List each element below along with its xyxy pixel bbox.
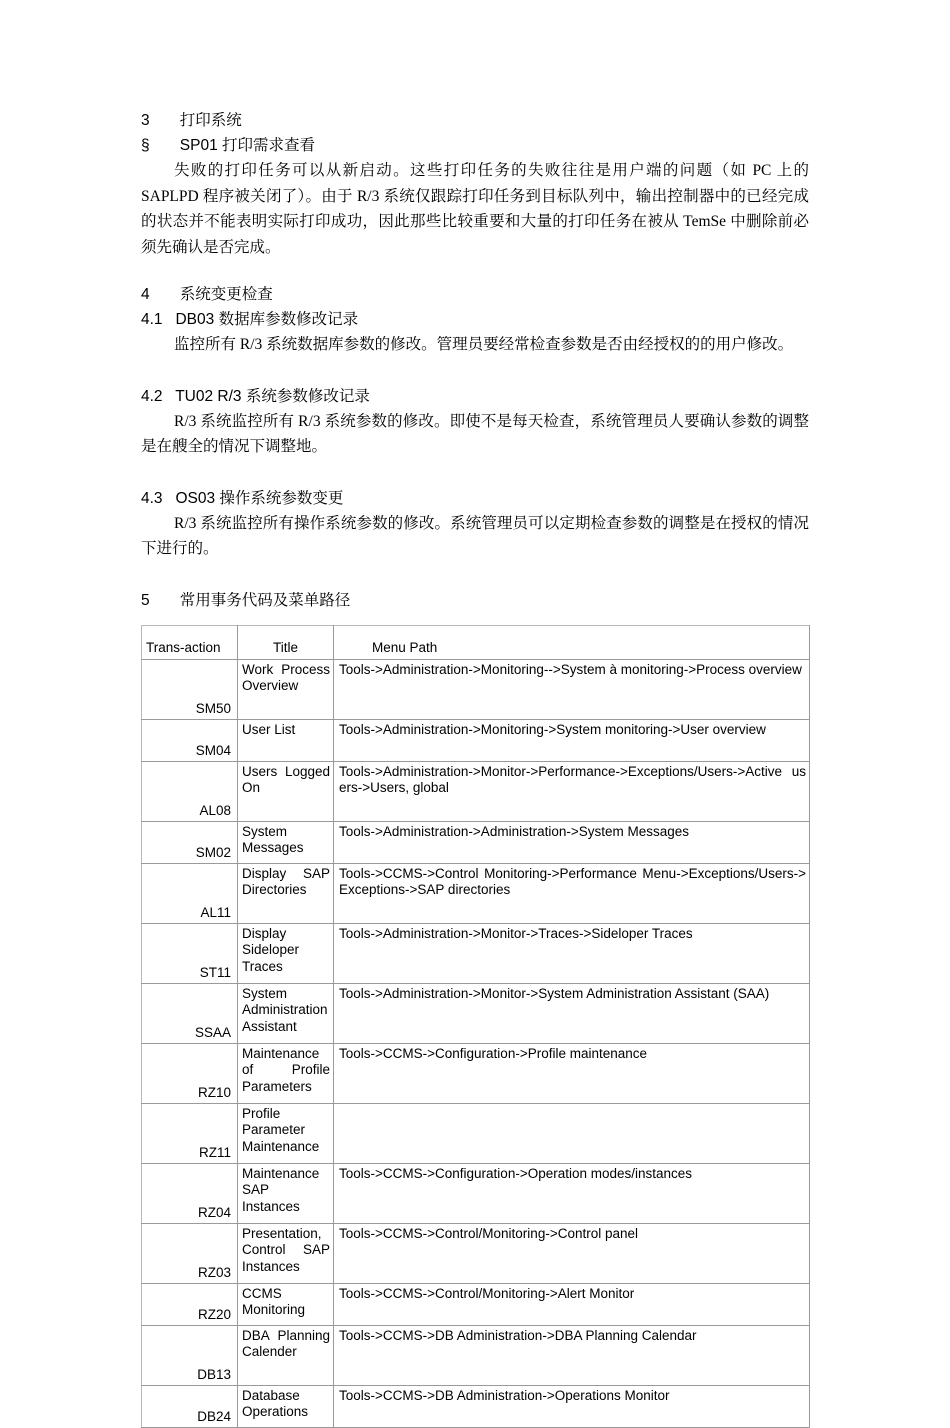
cell-transaction-code: SM50 <box>142 659 238 719</box>
header-transaction: Trans-action <box>142 625 238 659</box>
cell-menu-path: Tools->CCMS->Control/Monitoring->Alert Monitor <box>334 1283 810 1325</box>
cell-title: Presentation, Control SAP Instances <box>238 1223 334 1283</box>
cell-title: User List <box>238 719 334 761</box>
cell-title: Profile Parameter Maintenance <box>238 1103 334 1163</box>
cell-title: Database Operations <box>238 1385 334 1427</box>
cell-transaction-code: SM02 <box>142 821 238 863</box>
heading-4-3-title: OS03 操作系统参数变更 <box>175 489 344 507</box>
table-row <box>142 983 810 1043</box>
heading-4-number: 4 <box>141 286 150 303</box>
heading-sp01 <box>141 133 809 158</box>
cell-menu-path: Tools->Administration->Administration->System Messages <box>334 821 810 863</box>
cell-transaction-code: ST11 <box>142 923 238 983</box>
cell-title: Work Process Overview <box>238 659 334 719</box>
table-row <box>142 1283 810 1325</box>
cell-title: Display Sideloper Traces <box>238 923 334 983</box>
heading-4-2-number: 4.2 <box>141 387 163 405</box>
heading-4 <box>141 282 809 307</box>
cell-title: Maintenance SAP Instances <box>238 1163 334 1223</box>
cell-title: System Messages <box>238 821 334 863</box>
paragraph-sp01: 失败的打印任务可以从新启动。这些打印任务的失败往往是用户端的问题（如 PC 上的 SAPLPD 程序被关闭了）。由于 R/3 系统仅跟踪打印任务到目标队列中，输出控制器中的已经完成的状态并不能表明实际打印成功，因此那些比较重要和大量的打印任务在被从 TemSe 中删除前必须先确认是否完成。 <box>141 162 809 256</box>
table-row <box>142 1043 810 1103</box>
table-row <box>142 863 810 923</box>
cell-transaction-code: RZ10 <box>142 1043 238 1103</box>
cell-menu-path: Tools->Administration->Monitoring-->System à monitoring->Process overview <box>334 659 810 719</box>
cell-title: Display SAP Directories <box>238 863 334 923</box>
heading-4-1 <box>141 307 809 332</box>
header-title: Title <box>238 625 334 659</box>
table-row <box>142 1103 810 1163</box>
heading-4-2-title: TU02 R/3 系统参数修改记录 <box>175 387 370 405</box>
cell-transaction-code: SSAA <box>142 983 238 1043</box>
table-body <box>142 625 810 1427</box>
cell-menu-path: Tools->Administration->Monitoring->System monitoring->User overview <box>334 719 810 761</box>
heading-4-2 <box>141 384 809 409</box>
header-menu-path: Menu Path <box>334 625 810 659</box>
cell-transaction-code: RZ03 <box>142 1223 238 1283</box>
cell-title: Users Logged On <box>238 761 334 821</box>
spacer <box>141 260 809 282</box>
cell-transaction-code: RZ11 <box>142 1103 238 1163</box>
cell-transaction-code: RZ20 <box>142 1283 238 1325</box>
table-row <box>142 1385 810 1427</box>
cell-menu-path: Tools->CCMS->Control/Monitoring->Control panel <box>334 1223 810 1283</box>
heading-3-number: 3 <box>141 112 150 129</box>
heading-4-3 <box>141 486 809 511</box>
cell-title: CCMS Monitoring <box>238 1283 334 1325</box>
cell-transaction-code: DB13 <box>142 1325 238 1385</box>
cell-transaction-code: DB24 <box>142 1385 238 1427</box>
cell-transaction-code: RZ04 <box>142 1163 238 1223</box>
heading-4-3-number: 4.3 <box>141 489 163 507</box>
cell-transaction-code: AL11 <box>142 863 238 923</box>
spacer <box>141 460 809 486</box>
cell-menu-path: Tools->CCMS->DB Administration->DBA Planning Calendar <box>334 1325 810 1385</box>
transaction-table-wrapper <box>141 625 809 1428</box>
heading-5-title: 常用事务代码及菜单路径 <box>179 591 351 609</box>
heading-4-title: 系统变更检查 <box>179 286 273 303</box>
cell-menu-path: Tools->CCMS->Configuration->Operation modes/instances <box>334 1163 810 1223</box>
cell-menu-path: Tools->CCMS->DB Administration->Operations Monitor <box>334 1385 810 1427</box>
paragraph-4-3: R/3 系统监控所有操作系统参数的修改。系统管理员可以定期检查参数的调整是在授权的情况下进行的。 <box>141 514 809 557</box>
table-row <box>142 761 810 821</box>
spacer <box>141 562 809 588</box>
heading-5 <box>141 588 809 613</box>
table-row <box>142 821 810 863</box>
paragraph-4-1: 监控所有 R/3 系统数据库参数的修改。管理员要经常检查参数是否由经授权的的用户修改。 <box>174 336 794 353</box>
cell-menu-path <box>334 1103 810 1163</box>
cell-transaction-code: AL08 <box>142 761 238 821</box>
table-row <box>142 659 810 719</box>
heading-3-title: 打印系统 <box>179 112 242 129</box>
spacer <box>141 358 809 384</box>
cell-title: Maintenance of Profile Parameters <box>238 1043 334 1103</box>
cell-menu-path: Tools->CCMS->Configuration->Profile maintenance <box>334 1043 810 1103</box>
heading-3 <box>141 108 809 133</box>
cell-menu-path: Tools->Administration->Monitor->Performance->Exceptions/Users->Active users->Users, global <box>334 761 810 821</box>
bullet-marker: § <box>141 137 150 154</box>
cell-title: System Administration Assistant <box>238 983 334 1043</box>
cell-title: DBA Planning Calender <box>238 1325 334 1385</box>
table-row <box>142 923 810 983</box>
heading-sp01-title: SP01 打印需求查看 <box>179 137 316 154</box>
transaction-code-table <box>141 625 810 1428</box>
cell-transaction-code: SM04 <box>142 719 238 761</box>
heading-4-1-title: DB03 数据库参数修改记录 <box>175 311 359 328</box>
cell-menu-path: Tools->Administration->Monitor->Traces->Sideloper Traces <box>334 923 810 983</box>
document-content <box>141 108 809 1428</box>
cell-menu-path: Tools->Administration->Monitor->System Administration Assistant (SAA) <box>334 983 810 1043</box>
heading-5-number: 5 <box>141 591 150 609</box>
table-row <box>142 719 810 761</box>
table-header-row <box>142 625 810 659</box>
table-row <box>142 1325 810 1385</box>
table-row <box>142 1223 810 1283</box>
paragraph-4-2: R/3 系统监控所有 R/3 系统参数的修改。即使不是每天检查，系统管理员人要确认参数的调整是在艘全的情况下调整地。 <box>141 412 809 455</box>
heading-4-1-number: 4.1 <box>141 311 163 328</box>
cell-menu-path: Tools->CCMS->Control Monitoring->Performance Menu->Exceptions/Users->Exceptions->SAP directories <box>334 863 810 923</box>
table-row <box>142 1163 810 1223</box>
